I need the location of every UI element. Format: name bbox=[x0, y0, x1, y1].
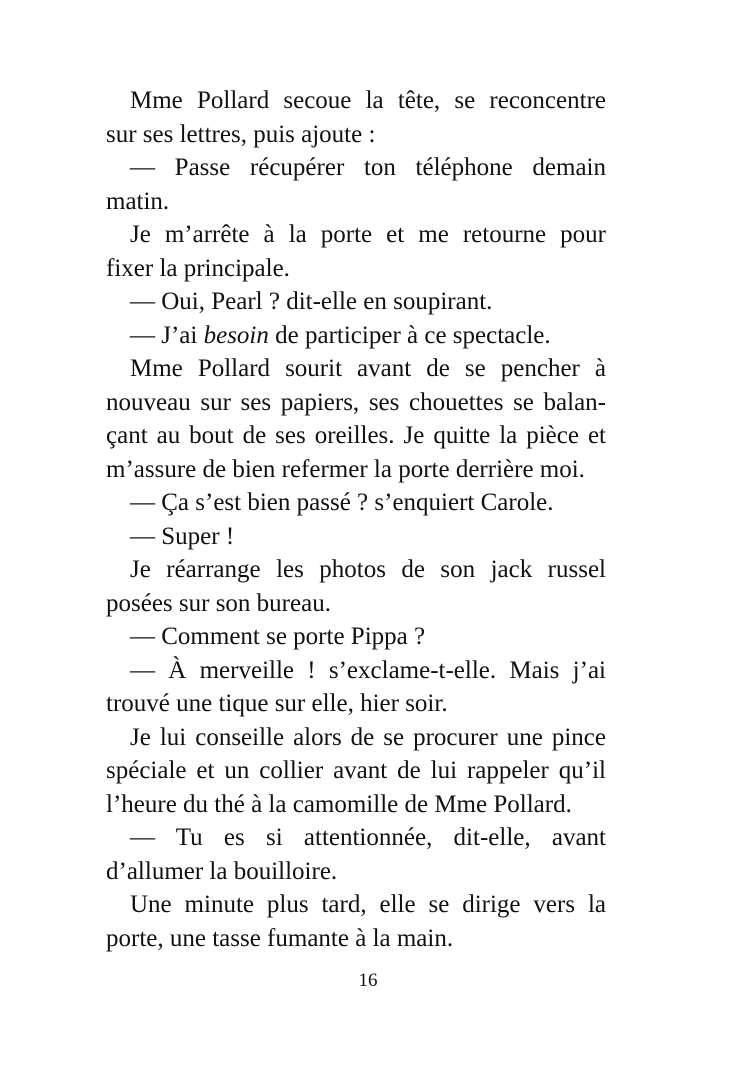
text-line: d’allumer la bouilloire. bbox=[106, 857, 338, 885]
text-line: Une minute plus tard, elle se dirige vers la bbox=[130, 891, 606, 918]
text-line: — Super ! bbox=[130, 522, 235, 550]
text-line: — Passe récupérer ton téléphone demain bbox=[130, 154, 606, 181]
text-line: trouvé une tique sur elle, hier soir. bbox=[106, 690, 448, 717]
text-line: Je lui conseille alors de se procurer une pince bbox=[130, 723, 606, 751]
text-line: — Tu es si attentionnée, dit-elle, avant bbox=[130, 824, 606, 851]
text-line: Mme Pollard secoue la tête, se reconcentre bbox=[130, 87, 606, 114]
text-line: çant au bout de ses oreilles. Je quitte la pièce et bbox=[106, 422, 606, 449]
text-line: spéciale et un collier avant de lui rappeler qu’il bbox=[106, 757, 606, 784]
text-line: m’assure de bien refermer la porte derrière moi. bbox=[106, 455, 585, 483]
text-line: l’heure du thé à la camomille de Mme Pollard. bbox=[106, 790, 572, 818]
text-fragment: — J’ai bbox=[130, 321, 204, 349]
text-line: — Oui, Pearl ? dit-elle en soupirant. bbox=[130, 288, 493, 315]
text-line: sur ses lettres, puis ajoute : bbox=[106, 120, 376, 148]
text-line: fixer la principale. bbox=[106, 254, 290, 282]
emphasis-text: besoin bbox=[203, 321, 269, 349]
text-line: posées sur son bureau. bbox=[106, 589, 331, 617]
text-line: — Ça s’est bien passé ? s’enquiert Carole. bbox=[130, 489, 554, 516]
text-line: — À merveille ! s’exclame-t-elle. Mais j’ai bbox=[130, 656, 606, 684]
text-line: nouveau sur ses papiers, ses chouettes se balan- bbox=[106, 388, 606, 416]
text-line: — Comment se porte Pippa ? bbox=[130, 623, 426, 650]
body-text bbox=[106, 84, 606, 955]
text-line bbox=[106, 319, 606, 353]
text-line: Mme Pollard sourit avant de se pencher à bbox=[130, 355, 606, 382]
page-number: 16 bbox=[358, 970, 378, 991]
text-line: Je réarrange les photos de son jack russel bbox=[130, 556, 606, 583]
text-line: porte, une tasse fumante à la main. bbox=[106, 924, 454, 952]
text-fragment: de participer à ce spectacle. bbox=[268, 321, 551, 349]
text-line: matin. bbox=[106, 187, 170, 215]
text-line: Je m’arrête à la porte et me retourne pour bbox=[130, 221, 606, 248]
